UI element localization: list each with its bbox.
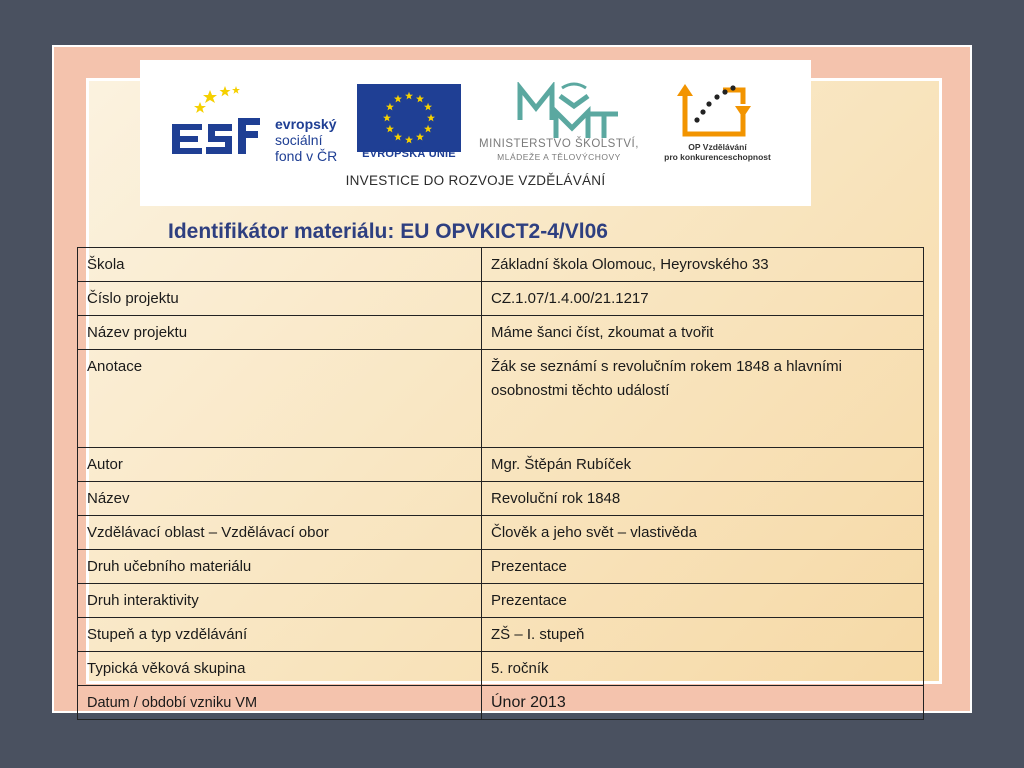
- esf-text: [275, 116, 337, 164]
- esf-line1: evropský: [275, 116, 337, 132]
- eu-text: EVROPSKÁ UNIE: [362, 148, 456, 160]
- investment-banner-text: INVESTICE DO ROZVOJE VZDĚLÁVÁNÍ: [345, 173, 606, 188]
- eu-flag-icon: [357, 84, 461, 152]
- row-label: Stupeň a typ vzdělávání: [78, 618, 482, 652]
- row-value: Máme šanci číst, zkoumat a tvořit: [482, 316, 924, 350]
- table-row: [78, 618, 924, 652]
- table-row: [78, 584, 924, 618]
- esf-line3: fond v ČR: [275, 148, 338, 164]
- row-value: Člověk a jeho svět – vlastivěda: [482, 516, 924, 550]
- row-label: Vzdělávací oblast – Vzdělávací obor: [78, 516, 482, 550]
- table-row: [78, 248, 924, 282]
- esf-line2: sociální: [275, 132, 323, 148]
- opvk-line1: OP Vzdělávání: [688, 142, 747, 152]
- row-value: Základní škola Olomouc, Heyrovského 33: [482, 248, 924, 282]
- row-label: Typická věková skupina: [78, 652, 482, 686]
- row-label: Škola: [78, 248, 482, 282]
- logo-banner: [140, 60, 811, 206]
- row-label: Název: [78, 482, 482, 516]
- row-value: 5. ročník: [482, 652, 924, 686]
- table-row: [78, 550, 924, 584]
- msmt-line1: MINISTERSTVO ŠKOLSTVÍ,: [479, 138, 639, 150]
- row-label: Anotace: [78, 350, 482, 448]
- table-row: [78, 282, 924, 316]
- row-value: Prezentace: [482, 550, 924, 584]
- msmt-logo-icon: [502, 82, 622, 142]
- row-label: Název projektu: [78, 316, 482, 350]
- page-title: Identifikátor materiálu: EU OPVKICT2-4/Vl06: [168, 220, 608, 243]
- table-row: [78, 686, 924, 720]
- row-value: Únor 2013: [482, 686, 924, 720]
- row-value: Žák se seznámí s revolučním rokem 1848 a hlavními osobnostmi těchto událostí: [482, 350, 924, 448]
- opvk-line2: pro konkurenceschopnost: [664, 152, 771, 162]
- info-table: [77, 247, 924, 720]
- table-row: [78, 350, 924, 448]
- row-value: Prezentace: [482, 584, 924, 618]
- table-row: [78, 448, 924, 482]
- row-value: CZ.1.07/1.4.00/21.1217: [482, 282, 924, 316]
- row-label: Druh učebního materiálu: [78, 550, 482, 584]
- row-label: Autor: [78, 448, 482, 482]
- table-row: [78, 482, 924, 516]
- opvk-logo-icon: [677, 82, 757, 140]
- row-label: Číslo projektu: [78, 282, 482, 316]
- row-value: Mgr. Štěpán Rubíček: [482, 448, 924, 482]
- esf-logo-icon: [170, 84, 265, 162]
- row-label: Datum / období vzniku VM: [78, 686, 482, 720]
- row-value: ZŠ – I. stupeň: [482, 618, 924, 652]
- table-row: [78, 516, 924, 550]
- msmt-line2: MLÁDEŽE A TĚLOVÝCHOVY: [497, 152, 621, 162]
- row-label: Druh interaktivity: [78, 584, 482, 618]
- table-row: [78, 652, 924, 686]
- table-row: [78, 316, 924, 350]
- row-value: Revoluční rok 1848: [482, 482, 924, 516]
